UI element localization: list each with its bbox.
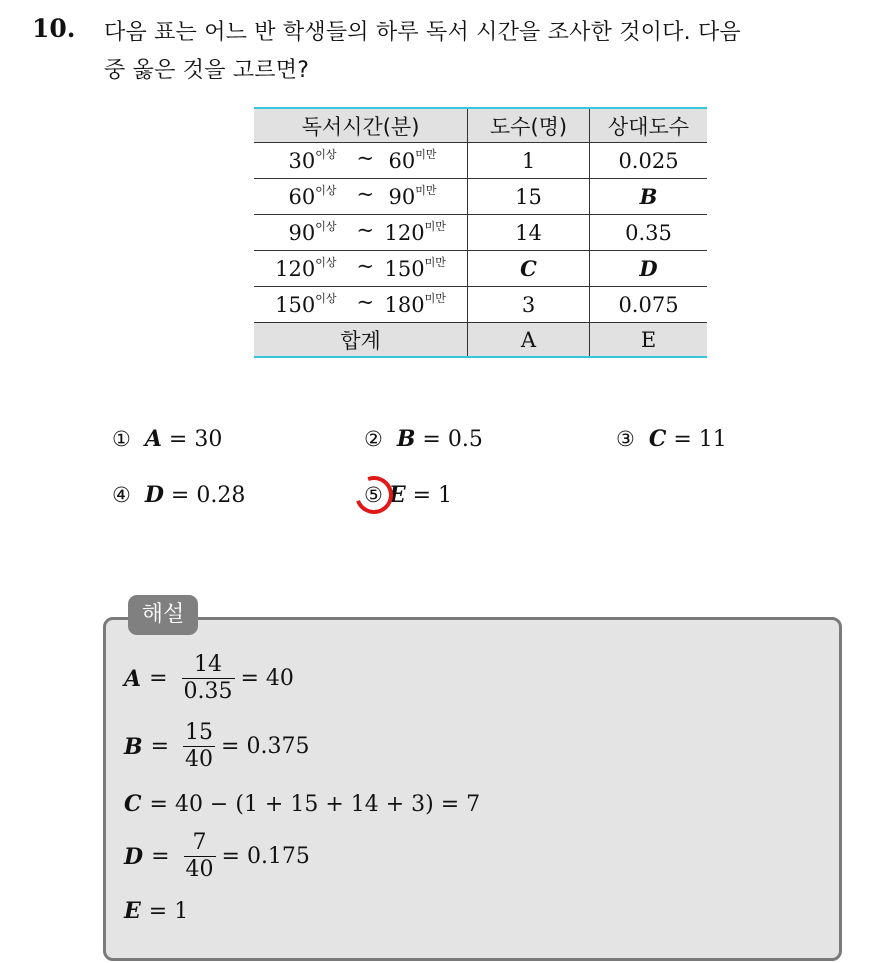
option-var: C <box>648 426 667 452</box>
range-tilde: ~ <box>356 146 375 170</box>
eq-var: D <box>124 843 144 870</box>
range-tilde: ~ <box>356 254 375 278</box>
option-1[interactable] <box>112 426 222 452</box>
range-upper-label: 미만 <box>424 292 446 305</box>
question-text-line-2: 중 옳은 것을 고르면? <box>104 58 310 83</box>
rel-cell: 0.025 <box>590 143 708 179</box>
range-cell <box>254 179 468 215</box>
eq-var: C <box>124 791 142 817</box>
option-4[interactable] <box>112 482 245 508</box>
rel-cell: 0.075 <box>590 287 708 323</box>
range-lower-label: 이상 <box>315 292 337 305</box>
numerator: 14 <box>194 652 222 677</box>
range-lower-label: 이상 <box>315 256 337 269</box>
table-row <box>254 251 707 287</box>
table-row <box>254 179 707 215</box>
range-lower: 60 <box>288 185 316 209</box>
total-freq: A <box>468 323 590 358</box>
eq-result: = 0.175 <box>221 844 310 869</box>
question-text-line-1: 다음 표는 어느 반 학생들의 하루 독서 시간을 조사한 것이다. 다음 <box>104 20 741 45</box>
frequency-table <box>254 107 707 358</box>
range-upper: 60 <box>388 149 416 173</box>
range-upper-label: 미만 <box>415 184 437 197</box>
fraction <box>183 720 215 773</box>
denominator: 40 <box>185 747 214 772</box>
range-tilde: ~ <box>356 290 375 314</box>
option-2[interactable] <box>364 426 483 452</box>
total-rel: E <box>590 323 708 358</box>
range-upper: 180 <box>384 293 425 317</box>
freq-cell: 1 <box>468 143 590 179</box>
option-marker: ⑤ <box>364 483 383 507</box>
solution-line-a: A = $\frac{14}{0.35}$ = 40 <box>124 652 294 704</box>
range-tilde: ~ <box>356 182 375 206</box>
range-lower: 30 <box>288 149 316 173</box>
solution-tag: 해설 <box>128 595 198 635</box>
option-value: = 1 <box>405 483 453 508</box>
solution-line-c <box>124 791 480 817</box>
option-value: = 0.28 <box>163 483 246 508</box>
option-var: D <box>144 482 164 508</box>
eq-result: = 0.375 <box>221 734 310 759</box>
range-lower-label: 이상 <box>315 184 337 197</box>
range-upper: 150 <box>384 257 425 281</box>
total-label: 합계 <box>254 323 468 358</box>
freq-cell: 3 <box>468 287 590 323</box>
header-frequency: 도수(명) <box>468 108 590 143</box>
option-value: = 11 <box>666 427 727 452</box>
table-header-row <box>254 108 707 143</box>
option-3[interactable] <box>616 426 727 452</box>
numerator: 15 <box>185 720 214 745</box>
range-lower-label: 이상 <box>315 220 337 233</box>
answer-circle <box>349 470 399 520</box>
header-relative-frequency: 상대도수 <box>590 108 708 143</box>
option-var: E <box>388 482 406 508</box>
range-cell <box>254 251 468 287</box>
rel-cell: D <box>590 251 708 287</box>
numerator: 7 <box>192 830 207 855</box>
table-row <box>254 143 707 179</box>
option-value: = 0.5 <box>415 427 483 452</box>
freq-cell: C <box>468 251 590 287</box>
question-number: 10. <box>32 14 76 43</box>
range-cell <box>254 143 468 179</box>
solution-line-b: B = $\frac{15}{40}$ = 0.375 <box>124 720 310 772</box>
eq-var: A <box>124 665 142 692</box>
range-lower: 90 <box>288 221 316 245</box>
denominator: 0.35 <box>183 679 233 704</box>
range-upper-label: 미만 <box>424 256 446 269</box>
range-cell <box>254 215 468 251</box>
range-cell <box>254 287 468 323</box>
eq-var: B <box>124 733 143 760</box>
range-lower: 150 <box>275 293 316 317</box>
freq-cell: 14 <box>468 215 590 251</box>
option-marker: ③ <box>616 427 635 451</box>
eq-var: E <box>124 898 141 924</box>
option-var: A <box>144 426 162 452</box>
range-lower: 120 <box>275 257 316 281</box>
rel-cell: B <box>590 179 708 215</box>
option-marker: ① <box>112 427 131 451</box>
fraction <box>182 652 235 705</box>
eq-expression: = 40 − (1 + 15 + 14 + 3) = 7 <box>149 791 481 817</box>
eq-result: = 40 <box>240 666 294 691</box>
range-upper-label: 미만 <box>415 148 437 161</box>
range-lower-label: 이상 <box>315 148 337 161</box>
denominator: 40 <box>185 857 214 882</box>
range-upper: 120 <box>384 221 425 245</box>
range-upper-label: 미만 <box>424 220 446 233</box>
option-var: B <box>396 426 416 452</box>
option-marker: ④ <box>112 483 131 507</box>
eq-expression: = 1 <box>148 898 189 924</box>
rel-cell: 0.35 <box>590 215 708 251</box>
header-reading-time: 독서시간(분) <box>254 108 468 143</box>
table-row <box>254 287 707 323</box>
table-total-row <box>254 323 707 358</box>
table-row <box>254 215 707 251</box>
range-tilde: ~ <box>356 218 375 242</box>
solution-line-e <box>124 898 188 924</box>
freq-cell: 15 <box>468 179 590 215</box>
option-value: = 30 <box>161 427 223 452</box>
fraction <box>184 830 216 883</box>
option-marker: ② <box>364 427 383 451</box>
range-upper: 90 <box>388 185 416 209</box>
solution-line-d: D = $\frac{7}{40}$ = 0.175 <box>124 830 310 882</box>
